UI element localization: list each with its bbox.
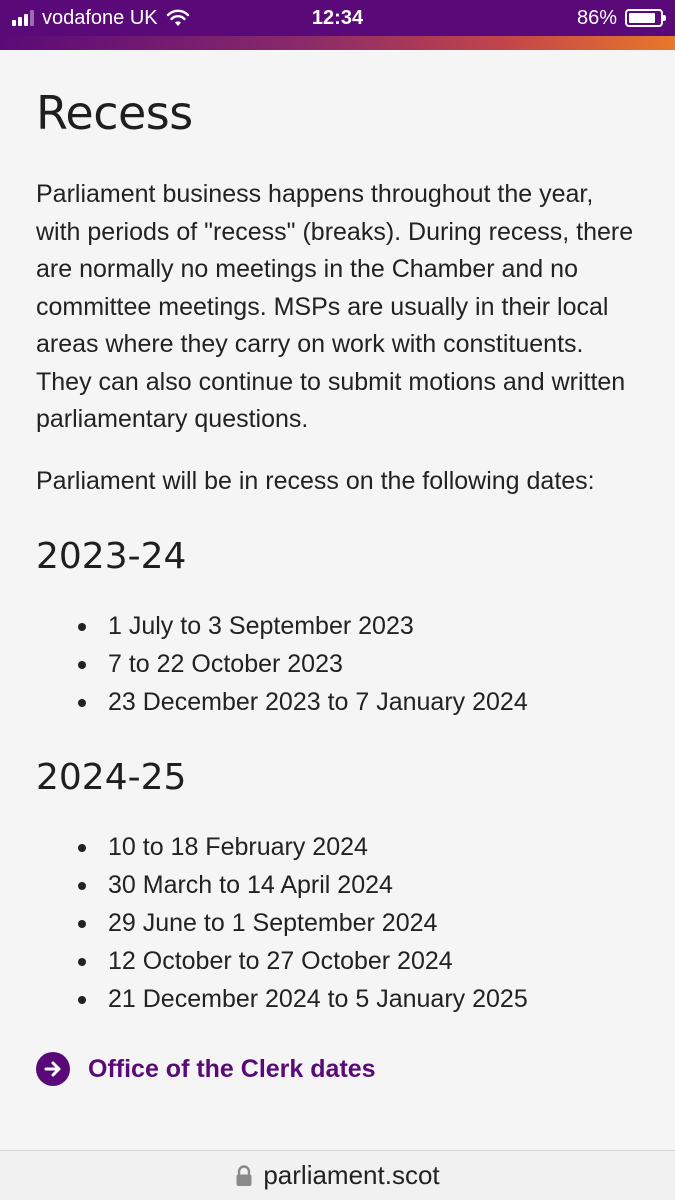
list-item: 23 December 2023 to 7 January 2024 [36,683,636,721]
list-item: 12 October to 27 October 2024 [36,942,636,980]
main-content [36,50,636,1086]
battery-icon [625,9,663,27]
url-domain: parliament.scot [263,1160,440,1190]
status-time: 12:34 [311,7,364,29]
date-list-2023-24 [36,607,636,721]
lead-paragraph: Parliament will be in recess on the following dates: [36,466,595,495]
status-right [577,0,663,36]
page-title: Recess [36,86,193,140]
list-item: 1 July to 3 September 2023 [36,607,636,645]
battery-percent: 86% [576,6,617,29]
list-item: 30 March to 14 April 2024 [36,866,636,904]
arrow-right-circle-icon [36,1052,70,1086]
status-bar [0,0,675,36]
url-bar[interactable] [0,1150,675,1200]
list-item: 21 December 2024 to 5 January 2025 [36,980,636,1018]
carrier-name: vodafone UK [42,6,158,29]
list-item: 7 to 22 October 2023 [36,645,636,683]
intro-paragraph: Parliament business happens throughout the year, with periods of "recess" (breaks). During recess, there are normally no meetings in the Chamber and no committee meetings. MSPs are usually in their local areas where they carry on work with constituents. They can also continue to submit motions and written parliamentary questions. [36,180,634,433]
list-item: 29 June to 1 September 2024 [36,904,636,942]
battery-fill [629,13,655,23]
brand-accent-stripe [0,36,675,50]
lock-icon [235,1165,253,1187]
year-heading-2024-25: 2024-25 [36,757,187,798]
year-heading-2023-24: 2023-24 [36,536,187,577]
link-label: Office of the Clerk dates [88,1054,376,1083]
date-list-2024-25 [36,828,636,1018]
office-of-clerk-dates-link[interactable] [36,1052,636,1086]
list-item: 10 to 18 February 2024 [36,828,636,866]
